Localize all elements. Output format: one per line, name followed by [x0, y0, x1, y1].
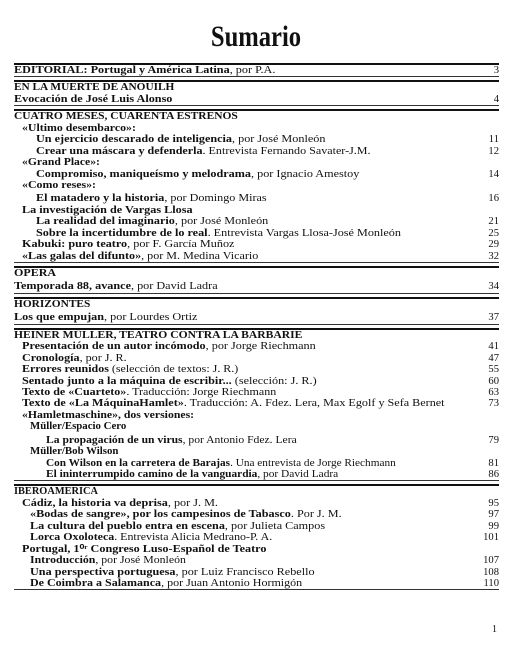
entry-page-number: 63 [488, 386, 499, 398]
entry-title: Un ejercicio descarado de inteligencia [36, 134, 233, 146]
toc-entry[interactable] [14, 353, 499, 364]
entry-byline: , por David Ladra [130, 281, 218, 293]
entry-title: La cultura del pueblo entra en escena [30, 520, 225, 532]
toc-heading [14, 299, 499, 310]
entry-byline: , por F. García Muñoz [127, 239, 235, 251]
entry-title: «Bodas de sangre», por los campesinos de Tabasco [30, 509, 291, 521]
entry-byline: , por Lourdes Ortiz [104, 312, 198, 324]
toc-entry[interactable] [14, 509, 499, 520]
entry-byline: , por Ignacio Amestoy [251, 168, 360, 180]
entry-title: Introducción [30, 555, 96, 567]
entry-page-number: 73 [488, 398, 499, 410]
entry-title: Texto de «Cuarteto» [22, 386, 127, 398]
toc-heading [14, 123, 499, 134]
entry-byline: , por José Monleón [95, 555, 186, 567]
entry-byline: . Traducción: A. Fdez. Lera, Max Egolf y Sefa Bernet [183, 398, 445, 410]
toc-heading [14, 410, 499, 421]
entry-page-number: 86 [488, 469, 499, 480]
toc-entry[interactable] [14, 228, 499, 239]
entry-title: EDITORIAL: Portugal y América Latina [14, 65, 230, 76]
toc-entry[interactable] [14, 341, 499, 352]
toc-heading [14, 268, 499, 279]
toc-heading [14, 446, 499, 457]
entry-title: Crear una máscara y defenderla [36, 145, 203, 157]
entry-byline: , por Domingo Miras [164, 193, 267, 205]
entry-byline: , por Juan Antonio Hormigón [161, 577, 303, 589]
entry-byline: . Entrevista Vargas Llosa-José Monleón [207, 227, 401, 239]
entry-page-number: 79 [488, 434, 499, 446]
entry-title: «Las galas del difunto» [22, 250, 142, 262]
toc-heading [14, 180, 499, 191]
toc-entry[interactable] [14, 521, 499, 532]
entry-title: HORIZONTES [14, 298, 91, 310]
entry-page-number: 14 [488, 168, 499, 180]
entry-title: «Ultimo desembarco»: [22, 122, 136, 134]
toc-section [14, 80, 499, 106]
toc-section [14, 297, 499, 325]
entry-title: «Hamletmaschine», dos versiones: [22, 409, 195, 421]
entry-title: Cádiz, la historia va deprisa [22, 497, 168, 509]
entry-byline: , por José Monleón [232, 134, 326, 146]
entry-title: IBEROAMERICA [14, 486, 98, 498]
toc-entry[interactable] [14, 312, 499, 323]
entry-byline: . Una entrevista de Jorge Riechmann [230, 457, 396, 469]
entry-title: Una perspectiva portuguesa [30, 566, 176, 578]
toc-section [14, 328, 499, 482]
entry-byline: , por Luiz Francisco Rebello [175, 566, 315, 578]
entry-title: Con Wilson en la carretera de Barajas [46, 457, 231, 469]
entry-page-number: 25 [488, 227, 499, 239]
entry-title: «Como reses»: [22, 179, 96, 191]
entry-byline: (selección: J. R.) [231, 375, 317, 387]
toc-entry[interactable] [14, 498, 499, 509]
entry-byline: , por Antonio Fdez. Lera [182, 434, 297, 446]
toc-heading [14, 330, 499, 341]
entry-page-number: 4 [493, 93, 499, 105]
entry-page-number: 110 [483, 577, 499, 589]
toc-heading [14, 205, 499, 216]
toc-entry[interactable] [14, 169, 499, 180]
toc-entry[interactable] [14, 398, 499, 409]
entry-page-number: 95 [488, 497, 499, 509]
toc-section [14, 484, 499, 590]
entry-byline: , por Jorge Riechmann [205, 341, 316, 353]
toc-entry[interactable] [14, 435, 499, 446]
entry-title: «Grand Place»: [22, 157, 100, 169]
page-title: Sumario [210, 20, 302, 53]
entry-byline: , por P.A. [229, 65, 276, 76]
toc-entry[interactable] [14, 555, 499, 566]
entry-byline: (selección de textos: J. R.) [108, 364, 239, 376]
entry-title: Kabuki: puro teatro [22, 239, 128, 251]
entry-title: CUATRO MESES, CUARENTA ESTRENOS [14, 111, 238, 123]
toc-heading [14, 157, 499, 168]
toc-entry[interactable] [14, 193, 499, 204]
entry-page-number: 34 [488, 281, 499, 293]
entry-title: Presentación de un autor incómodo [22, 341, 206, 353]
entry-title: Temporada 88, avance [14, 281, 131, 293]
entry-page-number: 21 [488, 216, 499, 228]
entry-page-number: 29 [488, 239, 499, 251]
toc-entry[interactable] [14, 134, 499, 145]
toc-entry[interactable] [14, 94, 499, 105]
toc-entry[interactable] [14, 376, 499, 387]
toc-entry[interactable] [14, 239, 499, 250]
toc-entry[interactable] [14, 65, 499, 76]
entry-title: Müller/Bob Wilson [30, 446, 119, 458]
entry-page-number: 108 [483, 566, 499, 578]
toc-entry[interactable] [14, 578, 499, 589]
entry-page-number: 60 [488, 375, 499, 387]
toc-entry[interactable] [14, 469, 499, 480]
entry-title: Cronología [22, 352, 80, 364]
entry-byline: , por Julieta Campos [224, 520, 326, 532]
entry-title: El ininterrumpido camino de la vanguardia [46, 469, 258, 480]
entry-page-number: 97 [488, 509, 499, 521]
toc-heading [14, 544, 499, 555]
entry-byline: . Por J. M. [290, 509, 342, 521]
toc-entry[interactable] [14, 387, 499, 398]
entry-page-number: 32 [488, 250, 499, 262]
toc-heading [14, 82, 499, 93]
entry-page-number: 101 [483, 532, 499, 544]
entry-title: Los que empujan [14, 312, 105, 324]
entry-title: La investigación de Vargas Llosa [22, 204, 193, 216]
table-of-contents [14, 63, 499, 593]
entry-title: EN LA MUERTE DE ANOUILH [14, 82, 175, 94]
entry-page-number: 55 [488, 364, 499, 376]
toc-entry[interactable] [14, 458, 499, 469]
entry-byline: , por David Ladra [257, 469, 339, 480]
entry-byline: . Entrevista Alicia Medrano-P. A. [114, 532, 273, 544]
entry-title: Sobre la incertidumbre de lo real [36, 227, 208, 239]
toc-entry[interactable] [14, 532, 499, 543]
toc-section [14, 63, 499, 77]
entry-title: HEINER MÜLLER, TEATRO CONTRA LA BARBARIE [14, 329, 303, 341]
entry-title: Portugal, 1⁰ʳ Congreso Luso-Español de Teatro [22, 543, 267, 555]
toc-section [14, 266, 499, 294]
entry-page-number: 16 [488, 193, 499, 205]
entry-title: La realidad del imaginario [36, 216, 175, 228]
entry-title: El matadero y la historia [36, 193, 165, 205]
entry-title: La propagación de un virus [46, 434, 183, 446]
entry-byline: , por M. Medina Vicario [141, 250, 259, 262]
entry-byline: , por J. M. [167, 497, 218, 509]
entry-page-number: 41 [488, 341, 499, 353]
entry-byline: , por J. R. [79, 352, 127, 364]
toc-heading [14, 421, 499, 432]
toc-entry[interactable] [14, 281, 499, 292]
entry-title: Evocación de José Luis Alonso [14, 93, 173, 105]
entry-title: Texto de «La MáquinaHamlet» [22, 398, 184, 410]
toc-heading [14, 486, 499, 497]
toc-entry[interactable] [14, 251, 499, 262]
entry-title: Errores reunidos [22, 364, 109, 376]
toc-entry[interactable] [14, 364, 499, 375]
entry-title: Lorca Oxoloteca [30, 532, 115, 544]
entry-page-number: 11 [488, 134, 499, 146]
entry-page-number: 107 [483, 555, 499, 567]
entry-title: De Coimbra a Salamanca [30, 577, 162, 589]
entry-title: Sentado junto a la máquina de escribir... [22, 375, 232, 387]
entry-title: Müller/Espacio Cero [30, 421, 127, 433]
entry-byline: , por José Monleón [174, 216, 269, 228]
entry-page-number: 81 [488, 457, 499, 469]
toc-heading [14, 111, 499, 122]
entry-page-number: 3 [493, 65, 499, 76]
entry-title: OPERA [14, 268, 57, 279]
toc-section [14, 109, 499, 263]
entry-page-number: 12 [488, 145, 499, 157]
entry-page-number: 47 [488, 352, 499, 364]
entry-byline: . Entrevista Fernando Savater-J.M. [202, 145, 371, 157]
entry-byline: . Traducción: Jorge Riechmann [126, 386, 277, 398]
toc-entry[interactable] [14, 146, 499, 157]
entry-title: Compromiso, maniqueísmo y melodrama [36, 168, 252, 180]
entry-page-number: 99 [488, 520, 499, 532]
page-number: 1 [492, 624, 497, 635]
toc-entry[interactable] [14, 216, 499, 227]
entry-page-number: 37 [488, 312, 499, 324]
toc-entry[interactable] [14, 567, 499, 578]
